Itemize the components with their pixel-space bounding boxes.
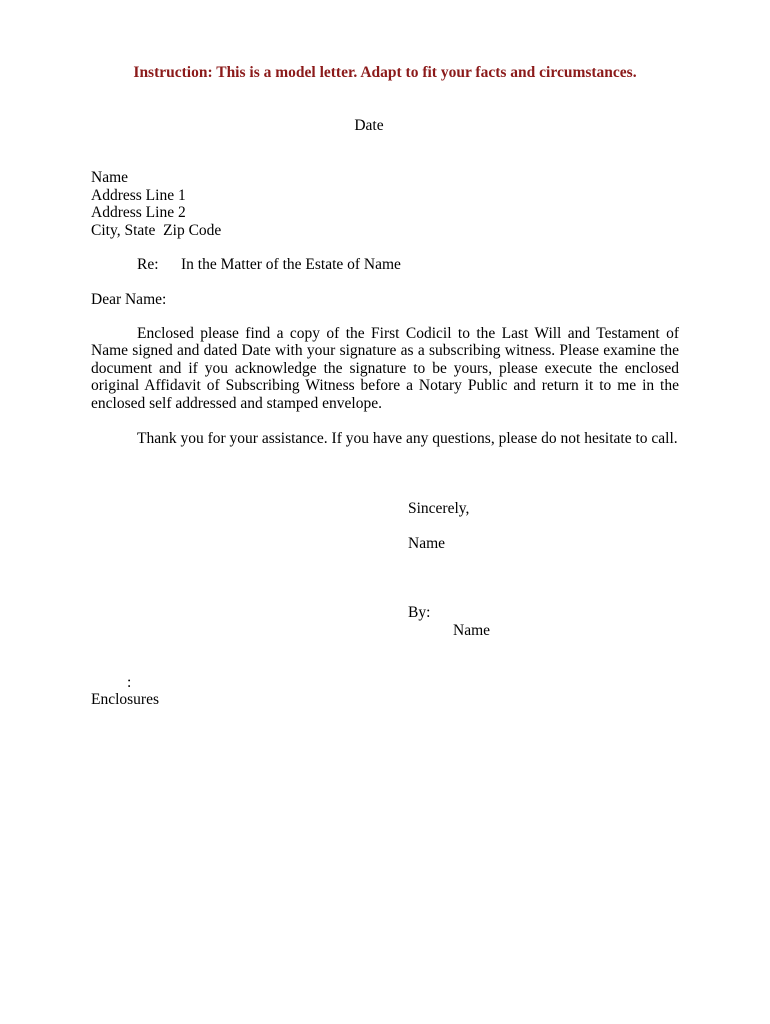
recipient-address-block <box>91 169 221 239</box>
re-label: Re: <box>137 256 159 273</box>
re-subject: In the Matter of the Estate of Name <box>181 256 401 273</box>
by-label: By: <box>408 604 431 621</box>
by-name: Name <box>453 622 491 639</box>
recipient-address-line-2: Address Line 2 <box>91 204 186 221</box>
enclosures-note: Enclosures <box>91 691 160 708</box>
closing: Sincerely, <box>408 500 470 517</box>
colon-mark: : <box>127 674 132 691</box>
signer-name: Name <box>408 535 446 552</box>
recipient-city-state-zip: City, State Zip Code <box>91 221 222 239</box>
thanks-paragraph: Thank you for your assistance. If you have any questions, please do not hesitate to call. <box>137 430 678 447</box>
recipient-address-line-1: Address Line 1 <box>91 186 186 204</box>
instruction-note: Instruction: This is a model letter. Adapt to fit your facts and circumstances. <box>133 64 637 81</box>
letter-date: Date <box>354 117 384 134</box>
salutation: Dear Name: <box>91 291 167 308</box>
re-line <box>137 256 401 274</box>
body-paragraph: Enclosed please find a copy of the First Codicil to the Last Will and Testament of Name signed and dated Date with your signature as a subscribing witness. Please examine the document and if you acknowledge the signature to be yours, please execute the enclosed original Affidavit of Subscribing Witness before a Notary Public and return it to me in the enclosed self addressed and stamped envelope. <box>91 325 679 412</box>
recipient-name: Name <box>91 169 129 186</box>
